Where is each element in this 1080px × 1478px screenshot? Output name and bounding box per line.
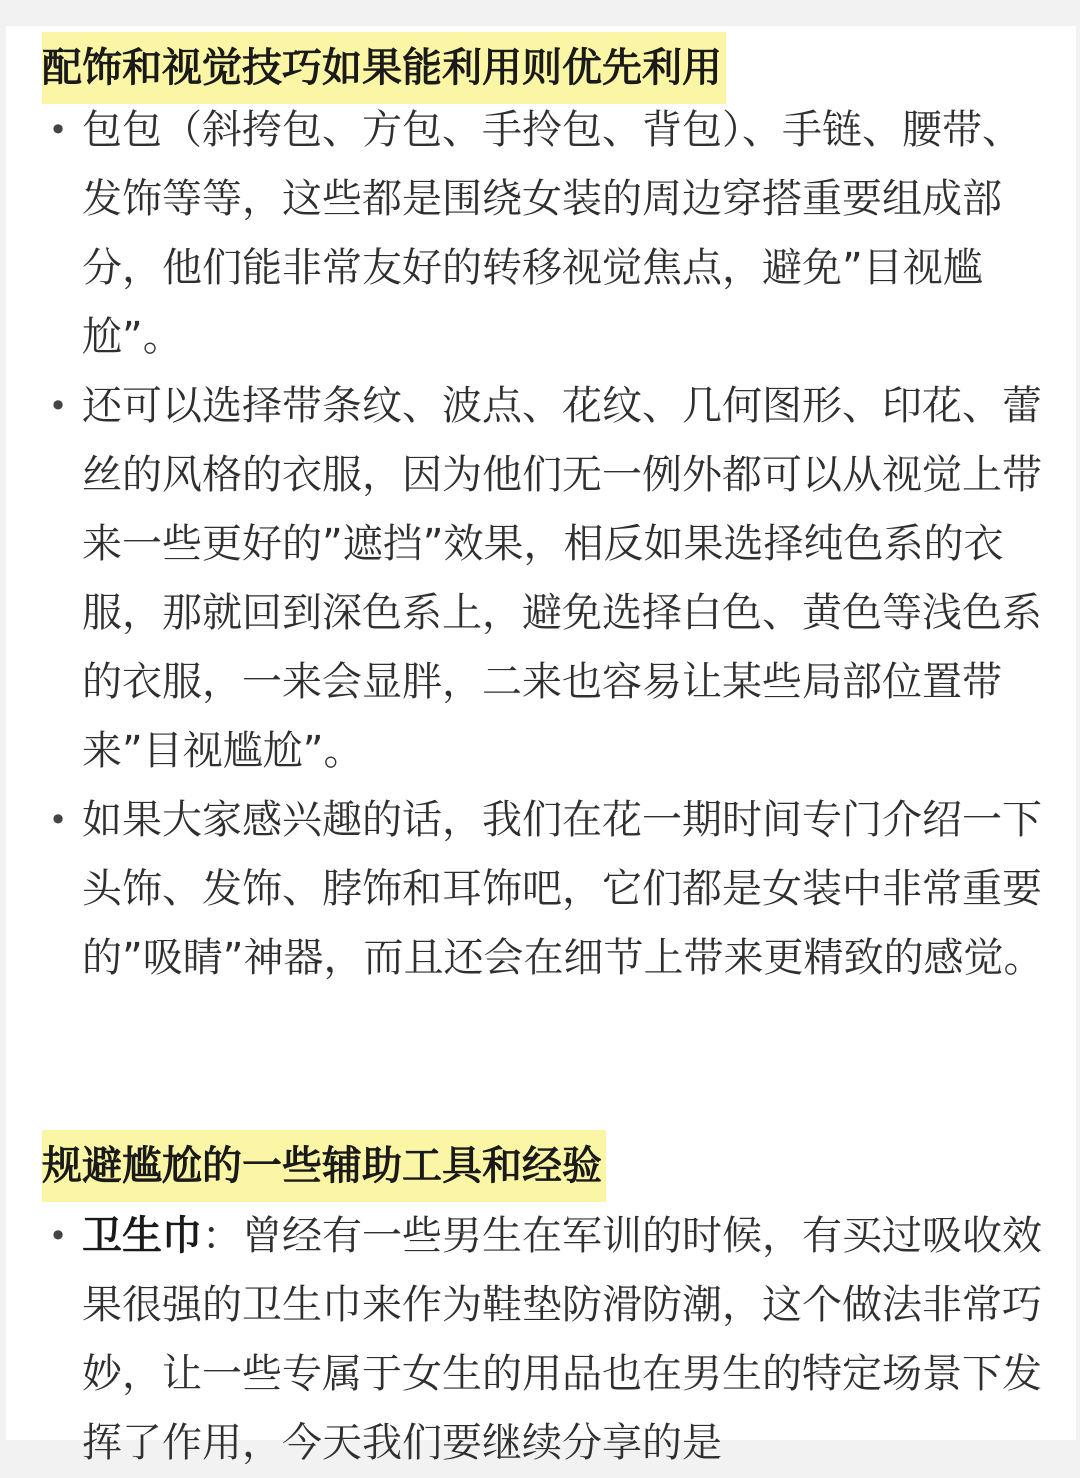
- list-item: [6, 372, 1076, 786]
- list-item-label: 卫生巾: [82, 1213, 202, 1259]
- accessories-tips-list: [6, 96, 1076, 993]
- list-item-text: 如果大家感兴趣的话，我们在花一期时间专门介绍一下头饰、发饰、脖饰和耳饰吧，它们都是女装中非常重要的”吸睛”神器，而且还会在细节上带来更精致的感觉。: [82, 797, 1044, 981]
- aids-tips-list: [6, 1202, 1076, 1478]
- article-page: [6, 26, 1076, 1466]
- bullet-icon: •: [48, 1217, 68, 1255]
- list-item-text: 包包（斜挎包、方包、手拎包、背包）、手链、腰带、发饰等等，这些都是围绕女装的周边穿搭重要组成部分，他们能非常友好的转移视觉焦点，避免”目视尴尬”。: [82, 107, 1022, 360]
- bullet-icon: •: [48, 801, 68, 839]
- section-heading-aids: 规避尴尬的一些辅助工具和经验: [42, 1130, 606, 1202]
- list-item: [6, 786, 1076, 993]
- list-item: [6, 96, 1076, 372]
- bullet-icon: •: [48, 387, 68, 425]
- list-item: [6, 1202, 1076, 1478]
- bullet-icon: •: [48, 111, 68, 149]
- list-item-text: ：曾经有一些男生在军训的时候，有买过吸收效果很强的卫生巾来作为鞋垫防滑防潮，这个做法非常巧妙，让一些专属于女生的用品也在男生的特定场景下发挥了作用，今天我们要继续分享的是: [82, 1213, 1042, 1466]
- list-item-text: 还可以选择带条纹、波点、花纹、几何图形、印花、蕾丝的风格的衣服，因为他们无一例外都可以从视觉上带来一些更好的”遮挡”效果，相反如果选择纯色系的衣服，那就回到深色系上，避免选择白色、黄色等浅色系的衣服，一来会显胖，二来也容易让某些局部位置带来”目视尴尬”。: [82, 383, 1042, 774]
- section-heading-accessories: 配饰和视觉技巧如果能利用则优先利用: [42, 32, 726, 104]
